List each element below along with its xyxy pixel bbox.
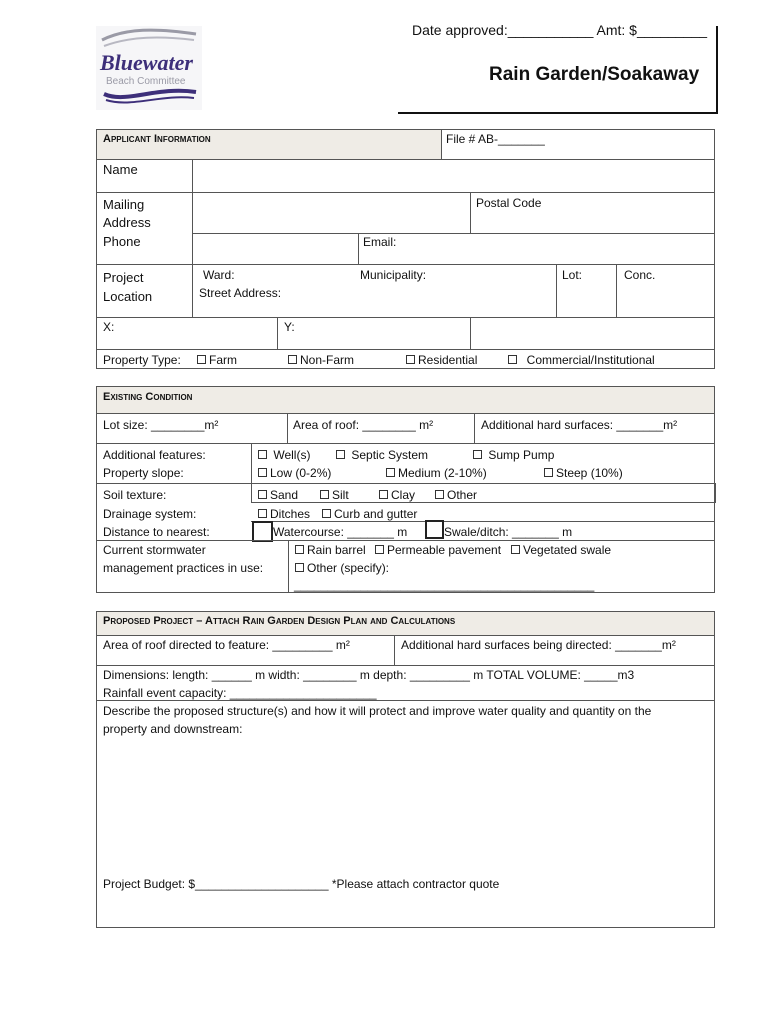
slope-steep[interactable] <box>544 466 623 480</box>
describe-prompt: Describe the proposed structure(s) and how it will protect and improve water quality and quantity on the <box>103 704 652 718</box>
practice-other[interactable] <box>295 561 389 575</box>
area-of-roof-field[interactable]: Area of roof: ________ m² <box>293 418 434 432</box>
drainage-system-label: Drainage system: <box>103 507 197 521</box>
silt-label: Silt <box>332 488 349 502</box>
area-roof-directed-field[interactable]: Area of roof directed to feature: _________ m² <box>103 638 350 652</box>
additional-hard-surfaces-field[interactable]: Additional hard surfaces: _______m² <box>481 418 678 432</box>
project-budget-field[interactable]: Project Budget: $____________________ *Please attach contractor quote <box>103 877 500 891</box>
wells-label: Well(s) <box>273 448 311 462</box>
swale-checkbox[interactable] <box>425 520 444 539</box>
checkbox-icon <box>295 563 304 572</box>
soil-clay[interactable] <box>379 488 415 502</box>
checkbox-icon <box>386 468 395 477</box>
checkbox-icon <box>508 355 517 364</box>
file-number-field[interactable]: File # AB-_______ <box>446 132 545 146</box>
checkbox-icon <box>511 545 520 554</box>
slope-low-label: Low (0-2%) <box>270 466 332 480</box>
swale-field[interactable]: Swale/ditch: _______ m <box>444 525 573 539</box>
checkbox-icon <box>258 450 267 459</box>
checkbox-icon <box>258 509 267 518</box>
phone-label: Phone <box>103 234 141 249</box>
curb-label: Curb and gutter <box>334 507 418 521</box>
name-input[interactable] <box>193 160 714 192</box>
checkbox-icon <box>544 468 553 477</box>
rain-barrel-label: Rain barrel <box>307 543 366 557</box>
feature-septic[interactable] <box>336 448 428 462</box>
other-practice-label: Other (specify): <box>307 561 390 575</box>
feature-wells[interactable] <box>258 448 310 462</box>
stormwater-label: Current stormwater <box>103 543 206 557</box>
checkbox-icon <box>435 490 444 499</box>
checkbox-icon <box>322 509 331 518</box>
date-approved[interactable]: Date approved:___________ Amt: $_________ <box>412 22 708 38</box>
soil-texture-label: Soil texture: <box>103 488 167 502</box>
checkbox-icon <box>320 490 329 499</box>
checkbox-icon <box>379 490 388 499</box>
checkbox-icon <box>197 355 206 364</box>
slope-steep-label: Steep (10%) <box>556 466 623 480</box>
logo-subtext: Beach Committee <box>106 76 186 87</box>
checkbox-icon <box>258 468 267 477</box>
drainage-curb[interactable] <box>322 507 417 521</box>
postal-code-field[interactable]: Postal Code <box>476 196 542 210</box>
hard-surfaces-directed-field[interactable]: Additional hard surfaces being directed: _______m² <box>401 638 676 652</box>
slope-medium[interactable] <box>386 466 487 480</box>
mailing-address-label: Mailing Address <box>103 197 151 230</box>
logo-text: Bluewater <box>100 50 193 75</box>
sand-label: Sand <box>270 488 299 502</box>
soil-sand[interactable] <box>258 488 298 502</box>
other-soil-label: Other <box>447 488 478 502</box>
checkbox-icon <box>336 450 345 459</box>
property-type-farm[interactable] <box>197 353 237 367</box>
permeable-label: Permeable pavement <box>387 543 502 557</box>
soil-silt[interactable] <box>320 488 349 502</box>
distance-to-nearest-label: Distance to nearest: <box>103 525 210 539</box>
septic-label: Septic System <box>351 448 429 462</box>
rainfall-capacity-field[interactable]: Rainfall event capacity: ______________________ <box>103 686 377 700</box>
logo <box>96 26 202 110</box>
y-coordinate-field[interactable]: Y: <box>284 320 295 334</box>
checkbox-icon <box>406 355 415 364</box>
slope-low[interactable] <box>258 466 331 480</box>
municipality-field[interactable]: Municipality: <box>360 268 427 282</box>
property-slope-label: Property slope: <box>103 466 184 480</box>
existing-section-title: Existing Condition <box>103 391 193 403</box>
applicant-section-title: Applicant Information <box>103 133 211 145</box>
lot-size-field[interactable]: Lot size: ________m² <box>103 418 219 432</box>
property-type-label: Property Type: <box>103 353 181 367</box>
stormwater-label-2: management practices in use: <box>103 561 264 575</box>
property-type-residential[interactable] <box>406 353 477 367</box>
watercourse-field[interactable]: Watercourse: _______ m <box>273 525 408 539</box>
checkbox-icon <box>473 450 482 459</box>
ditches-label: Ditches <box>270 507 311 521</box>
property-type-non-farm[interactable] <box>288 353 354 367</box>
page-title: Rain Garden/Soakaway <box>489 64 700 85</box>
practice-rain-barrel[interactable] <box>295 543 366 557</box>
phone-input[interactable] <box>193 234 358 264</box>
x-coordinate-field[interactable]: X: <box>103 320 115 334</box>
proposed-section-title: Proposed Project – Attach Rain Garden Design Plan and Calculations <box>103 615 456 627</box>
checkbox-icon <box>295 545 304 554</box>
description-textarea[interactable] <box>97 740 714 870</box>
practice-permeable[interactable] <box>375 543 501 557</box>
commercial-label: Commercial/Institutional <box>526 353 655 367</box>
non-farm-label: Non-Farm <box>300 353 355 367</box>
conc-field[interactable]: Conc. <box>624 268 656 282</box>
residential-label: Residential <box>418 353 478 367</box>
ward-field[interactable]: Ward: <box>203 268 235 282</box>
clay-label: Clay <box>391 488 416 502</box>
farm-label: Farm <box>209 353 237 367</box>
email-field[interactable]: Email: <box>363 235 397 249</box>
dimensions-field[interactable]: Dimensions: length: ______ m width: ________ m depth: _________ m TOTAL VOLUME: _____m3 <box>103 668 635 682</box>
checkbox-icon <box>258 490 267 499</box>
project-location-label: Project Location <box>103 270 153 304</box>
checkbox-icon <box>288 355 297 364</box>
street-address-field[interactable]: Street Address: <box>199 286 282 300</box>
sump-pump-label: Sump Pump <box>488 448 555 462</box>
slope-medium-label: Medium (2-10%) <box>398 466 487 480</box>
describe-prompt-2: property and downstream: <box>103 722 243 736</box>
soil-other[interactable] <box>435 488 477 502</box>
checkbox-icon <box>375 545 384 554</box>
name-label: Name <box>103 162 138 177</box>
mailing-address-input[interactable] <box>193 193 470 233</box>
practice-vegetated-swale[interactable] <box>511 543 611 557</box>
other-specify-line[interactable]: _____________________________________________ <box>294 578 595 592</box>
property-type-commercial[interactable] <box>508 353 655 367</box>
vegetated-swale-label: Vegetated swale <box>523 543 612 557</box>
additional-features-label: Additional features: <box>103 448 206 462</box>
drainage-ditches[interactable] <box>258 507 310 521</box>
watercourse-checkbox[interactable] <box>252 521 273 542</box>
lot-field[interactable]: Lot: <box>562 268 583 282</box>
feature-sump-pump[interactable] <box>473 448 554 462</box>
